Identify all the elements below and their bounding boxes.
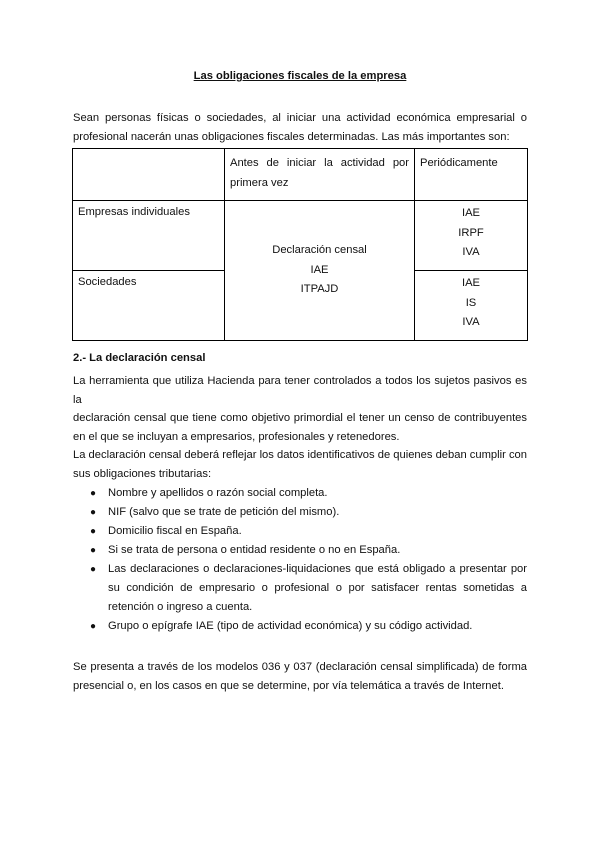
periodic-cell bbox=[415, 201, 528, 271]
text-line: en el que se incluyan a empresarios, profesionales y retenedores. bbox=[73, 430, 400, 443]
text-line: sus obligaciones tributarias: bbox=[73, 467, 212, 480]
cell-value: IAE bbox=[461, 277, 481, 289]
cell-value: ITPAJD bbox=[300, 283, 339, 296]
row-label: Empresas individuales bbox=[73, 201, 225, 271]
bullet-list bbox=[73, 484, 527, 636]
list-item: ● NIF (salvo que se trate de petición del mismo). bbox=[73, 503, 527, 522]
cell-value: IVA bbox=[462, 316, 480, 328]
section-heading: 2.- La declaración censal bbox=[73, 352, 206, 364]
cell-value: IVA bbox=[462, 246, 480, 258]
list-item: ● Grupo o epígrafe IAE (tipo de actividad económica) y su código actividad. bbox=[73, 617, 527, 636]
text-line: Sean personas físicas o sociedades, al iniciar una actividad económica empresarial o bbox=[73, 112, 527, 124]
obligations-table bbox=[72, 148, 528, 341]
table-header-periodic: Periódicamente bbox=[415, 149, 528, 201]
text-line: La herramienta que utiliza Hacienda para tener controlados a todos los sujetos pasivos es la bbox=[73, 375, 527, 406]
before-start-cell bbox=[225, 201, 415, 341]
cell-value: IAE bbox=[310, 263, 329, 276]
bullet-icon: ● bbox=[90, 621, 97, 632]
table-header-row bbox=[73, 149, 528, 201]
cell-value: Declaración censal bbox=[272, 244, 367, 257]
table-header-empty bbox=[73, 149, 225, 201]
periodic-cell bbox=[415, 271, 528, 341]
header-text: Antes de iniciar la actividad por bbox=[230, 157, 409, 169]
bullet-icon: ● bbox=[90, 488, 97, 499]
cell-value: IAE bbox=[461, 207, 481, 219]
bullet-icon: ● bbox=[90, 507, 97, 518]
cell-value: IRPF bbox=[458, 226, 484, 239]
page-title: Las obligaciones fiscales de la empresa bbox=[193, 70, 407, 82]
header-text: primera vez bbox=[230, 176, 289, 189]
list-item: ● Nombre y apellidos o razón social completa. bbox=[73, 484, 527, 503]
paragraph bbox=[73, 658, 527, 695]
list-item: ● Domicilio fiscal en España. bbox=[73, 522, 527, 541]
text-line: presencial o, en los casos en que se determine, por vía telemática a través de Internet. bbox=[73, 679, 504, 692]
text-line: declaración censal que tiene como objetivo primordial el tener un censo de contribuyentes bbox=[73, 412, 527, 424]
bullet-icon: ● bbox=[90, 564, 97, 575]
bullet-icon: ● bbox=[90, 545, 97, 556]
intro-paragraph bbox=[73, 109, 527, 146]
list-item: ● Las declaraciones o declaraciones-liquidaciones que está obligado a presentar por su condición de empresario o profesional o por satisfacer rentas sometidas a retención o ingreso a cuenta. bbox=[73, 560, 527, 617]
cell-value: IS bbox=[465, 296, 477, 309]
list-item: ● Si se trata de persona o entidad residente o no en España. bbox=[73, 541, 527, 560]
table-header-before bbox=[225, 149, 415, 201]
paragraph bbox=[73, 446, 527, 483]
paragraph bbox=[73, 372, 527, 446]
text-line: La declaración censal deberá reflejar los datos identificativos de quienes deban cumplir con bbox=[73, 449, 527, 461]
text-line: profesional nacerán unas obligaciones fiscales determinadas. Las más importantes son: bbox=[73, 130, 510, 143]
table-row bbox=[73, 201, 528, 271]
bullet-icon: ● bbox=[90, 526, 97, 537]
text-line: Se presenta a través de los modelos 036 y 037 (declaración censal simplificada) de forma bbox=[73, 661, 527, 673]
row-label: Sociedades bbox=[73, 271, 225, 341]
